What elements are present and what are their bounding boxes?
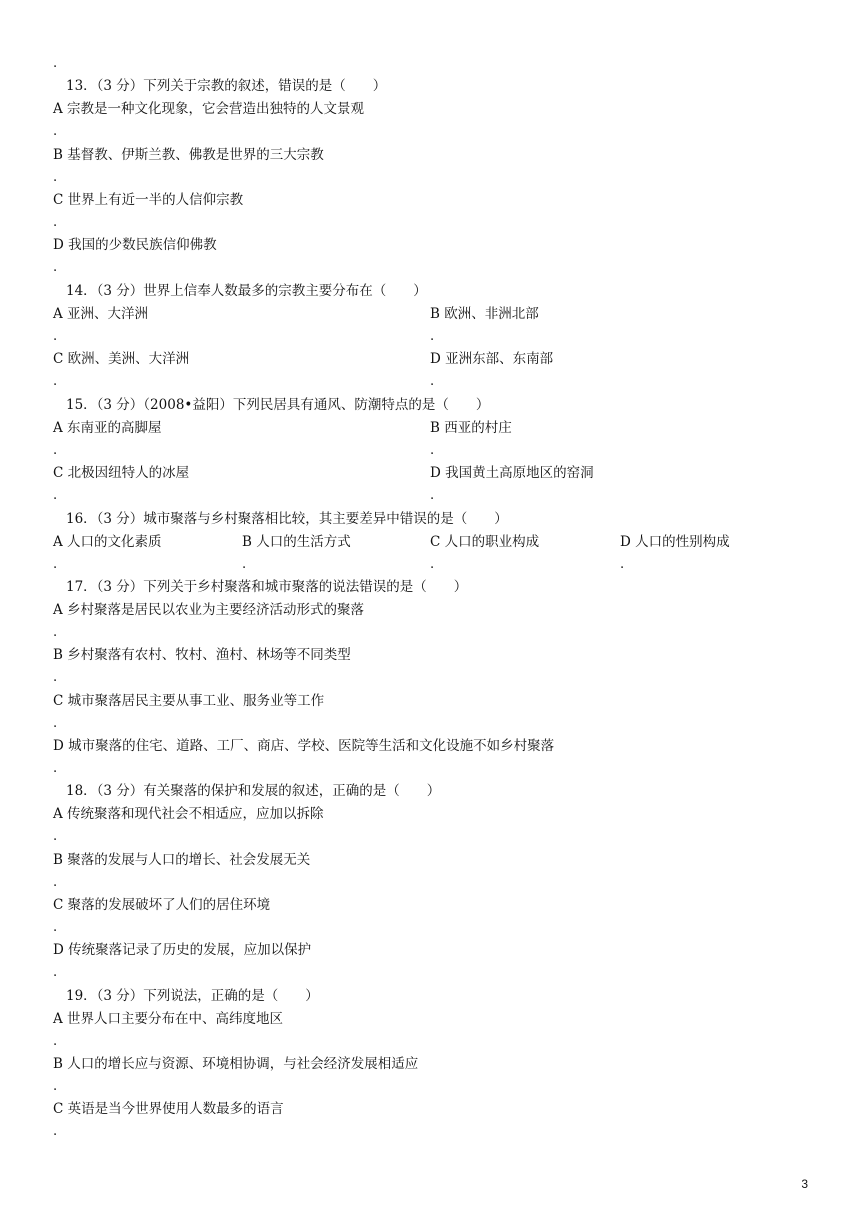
separator-dot: .	[53, 716, 58, 731]
question-17-stem: 17．（3 分）下列关于乡村聚落和城市聚落的说法错误的是（ ）	[66, 579, 468, 595]
separator-dot: .	[53, 1034, 58, 1049]
question-18-option-c[interactable]: C 聚落的发展破坏了人们的居住环境	[53, 897, 271, 913]
separator-dot: .	[53, 260, 58, 275]
separator-dot: .	[53, 488, 58, 503]
question-14-option-d[interactable]: D 亚洲东部、东南部	[430, 351, 554, 367]
separator-dot: .	[430, 488, 435, 503]
question-15-option-c[interactable]: C 北极因纽特人的冰屋	[53, 465, 190, 481]
separator-dot: .	[53, 443, 58, 458]
question-14-option-b[interactable]: B 欧洲、非洲北部	[430, 306, 539, 322]
question-19-option-b[interactable]: B 人口的增长应与资源、环境相协调，与社会经济发展相适应	[53, 1056, 419, 1072]
separator-dot: .	[430, 374, 435, 389]
separator-dot: .	[53, 829, 58, 844]
question-19-option-c[interactable]: C 英语是当今世界使用人数最多的语言	[53, 1101, 284, 1117]
separator-dot: .	[53, 124, 58, 139]
question-15-option-d[interactable]: D 我国黄土高原地区的窑洞	[430, 465, 594, 481]
question-18-stem: 18．（3 分）有关聚落的保护和发展的叙述，正确的是（ ）	[66, 783, 441, 799]
separator-dot: .	[430, 443, 435, 458]
separator-dot: .	[53, 625, 58, 640]
question-14-option-a[interactable]: A 亚洲、大洋洲	[53, 306, 149, 322]
separator-dot: .	[53, 920, 58, 935]
question-17-option-a[interactable]: A 乡村聚落是居民以农业为主要经济活动形式的聚落	[53, 602, 365, 618]
question-15-stem: 15．（3 分）（2008•益阳）下列民居具有通风、防潮特点的是（ ）	[66, 397, 490, 413]
separator-dot: .	[53, 965, 58, 980]
question-13-option-c[interactable]: C 世界上有近一半的人信仰宗教	[53, 192, 244, 208]
separator-dot: .	[430, 329, 435, 344]
question-18-option-a[interactable]: A 传统聚落和现代社会不相适应，应加以拆除	[53, 806, 324, 822]
separator-dot: .	[430, 557, 435, 572]
separator-dot: .	[53, 670, 58, 685]
separator-dot: .	[53, 215, 58, 230]
question-13-option-a[interactable]: A 宗教是一种文化现象，它会营造出独特的人文景观	[53, 101, 365, 117]
page-number: 3	[801, 1177, 808, 1191]
separator-dot: .	[53, 56, 58, 71]
question-17-option-c[interactable]: C 城市聚落居民主要从事工业、服务业等工作	[53, 693, 325, 709]
question-19-stem: 19．（3 分）下列说法，正确的是（ ）	[66, 988, 319, 1004]
question-17-option-b[interactable]: B 乡村聚落有农村、牧村、渔村、林场等不同类型	[53, 647, 351, 663]
question-16-option-d[interactable]: D 人口的性别构成	[620, 534, 730, 550]
separator-dot: .	[53, 875, 58, 890]
separator-dot: .	[242, 557, 247, 572]
question-19-option-a[interactable]: A 世界人口主要分布在中、高纬度地区	[53, 1011, 284, 1027]
separator-dot: .	[53, 329, 58, 344]
question-15-option-b[interactable]: B 西亚的村庄	[430, 420, 512, 436]
question-16-stem: 16．（3 分）城市聚落与乡村聚落相比较，其主要差异中错误的是（ ）	[66, 511, 508, 527]
question-16-option-c[interactable]: C 人口的职业构成	[430, 534, 540, 550]
separator-dot: .	[53, 1124, 58, 1139]
question-14-stem: 14．（3 分）世界上信奉人数最多的宗教主要分布在（ ）	[66, 283, 427, 299]
question-13-stem: 13．（3 分）下列关于宗教的叙述，错误的是（ ）	[66, 78, 387, 94]
question-13-option-b[interactable]: B 基督教、伊斯兰教、佛教是世界的三大宗教	[53, 147, 324, 163]
question-16-option-b[interactable]: B 人口的生活方式	[242, 534, 351, 550]
separator-dot: .	[53, 374, 58, 389]
separator-dot: .	[53, 761, 58, 776]
separator-dot: .	[53, 170, 58, 185]
question-17-option-d[interactable]: D 城市聚落的住宅、道路、工厂、商店、学校、医院等生活和文化设施不如乡村聚落	[53, 738, 555, 754]
separator-dot: .	[53, 557, 58, 572]
question-14-option-c[interactable]: C 欧洲、美洲、大洋洲	[53, 351, 190, 367]
question-15-option-a[interactable]: A 东南亚的高脚屋	[53, 420, 162, 436]
question-18-option-d[interactable]: D 传统聚落记录了历史的发展，应加以保护	[53, 942, 312, 958]
question-16-option-a[interactable]: A 人口的文化素质	[53, 534, 162, 550]
separator-dot: .	[53, 1079, 58, 1094]
separator-dot: .	[620, 557, 625, 572]
question-13-option-d[interactable]: D 我国的少数民族信仰佛教	[53, 237, 217, 253]
question-18-option-b[interactable]: B 聚落的发展与人口的增长、社会发展无关	[53, 852, 311, 868]
